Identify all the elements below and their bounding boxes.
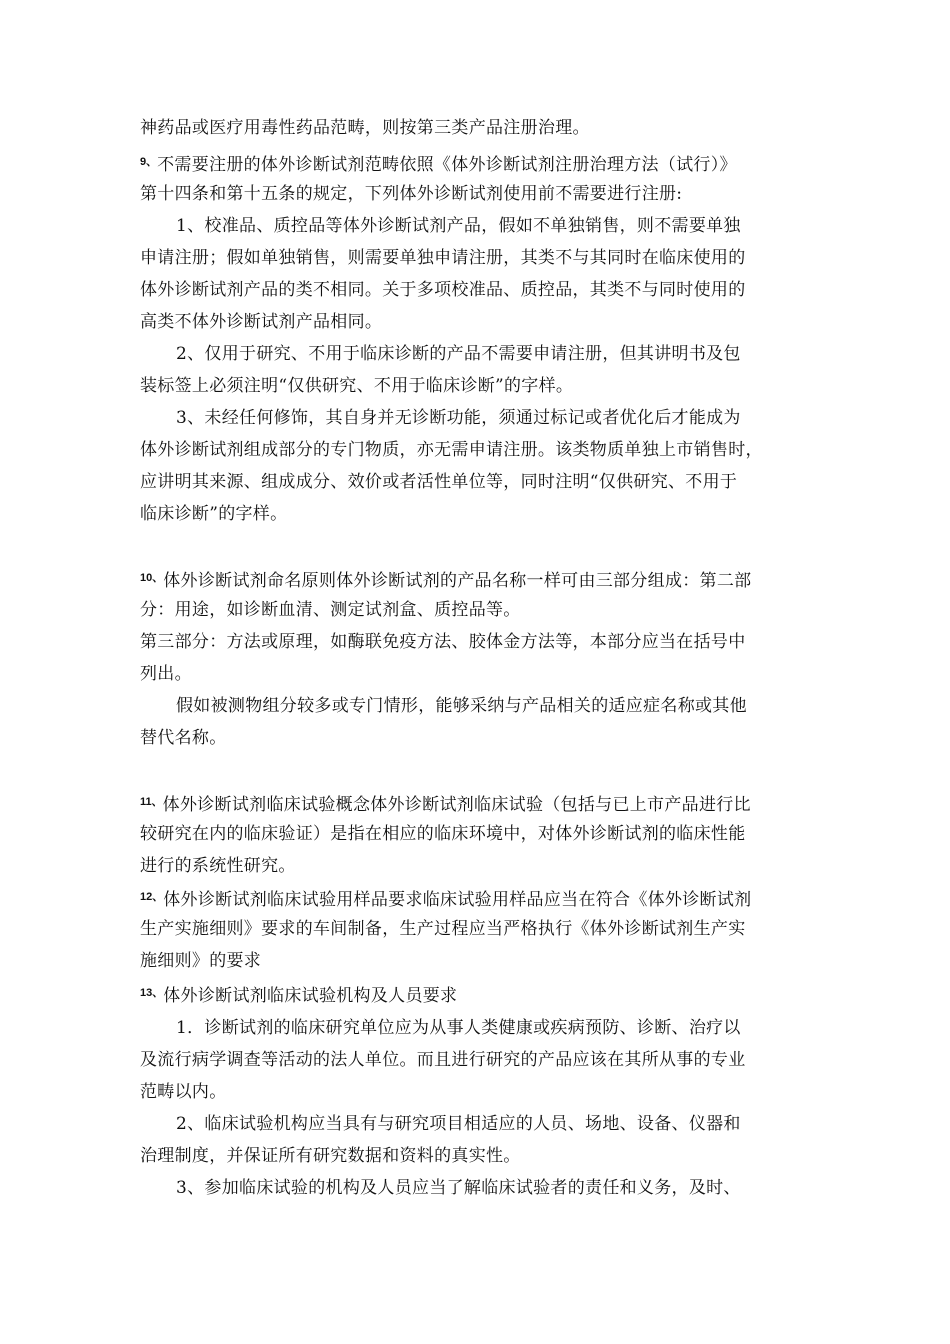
text-line: 替代名称。 xyxy=(140,728,227,748)
text-line: 施细则》的要求 xyxy=(140,951,262,971)
text-line: 3、参加临床试验的机构及人员应当了解临床试验者的责任和义务，及时、 xyxy=(176,1178,741,1198)
text-line: 申请注册；假如单独销售，则需要单独申请注册，其类不与其同时在临床使用的 xyxy=(140,248,746,268)
text-line: 1、校准品、质控品等体外诊断试剂产品，假如不单独销售，则不需要单独 xyxy=(176,216,741,236)
item-number: 10、 xyxy=(140,572,164,584)
numbered-item-10 xyxy=(140,567,751,592)
item-number: 11、 xyxy=(140,796,163,808)
text-line: 体外诊断试剂临床试验用样品要求临床试验用样品应当在符合《体外诊断试剂 xyxy=(163,890,752,910)
text-line: 临床诊断”的字样。 xyxy=(140,504,288,524)
text-line: 应讲明其来源、组成成分、效价或者活性单位等，同时注明“仅供研究、不用于 xyxy=(140,472,738,492)
text-line: 装标签上必须注明“仅供研究、不用于临床诊断”的字样。 xyxy=(140,376,574,396)
text-line: 体外诊断试剂产品的类不相同。关于多项校准品、质控品，其类不与同时使用的 xyxy=(140,280,746,300)
numbered-item-12 xyxy=(140,886,751,911)
text-line: 第三部分：方法或原理，如酶联免疫方法、胶体金方法等，本部分应当在括号中 xyxy=(140,632,746,652)
item-number: 9、 xyxy=(140,156,158,168)
text-line: 2、临床试验机构应当具有与研究项目相适应的人员、场地、设备、仪器和 xyxy=(176,1114,741,1134)
numbered-item-11 xyxy=(140,791,751,816)
item-number: 12、 xyxy=(140,891,164,903)
text-line: 分：用途，如诊断血清、测定试剂盒、质控品等。 xyxy=(140,600,521,620)
text-line: 第十四条和第十五条的规定，下列体外诊断试剂使用前不需要进行注册: xyxy=(140,184,683,204)
text-line: 及流行病学调查等活动的法人单位。而且进行研究的产品应该在其所从事的专业 xyxy=(140,1050,746,1070)
text-line: 1．诊断试剂的临床研究单位应为从事人类健康或疾病预防、诊断、治疗以 xyxy=(176,1018,741,1038)
text-line: 神药品或医疗用毒性药品范畴，则按第三类产品注册治理。 xyxy=(140,118,590,138)
text-line: 范畴以内。 xyxy=(140,1082,227,1102)
text-line: 治理制度，并保证所有研究数据和资料的真实性。 xyxy=(140,1146,521,1166)
text-line: 高类不体外诊断试剂产品相同。 xyxy=(140,312,383,332)
text-line: 假如被测物组分较多或专门情形，能够采纳与产品相关的适应症名称或其他 xyxy=(176,696,747,716)
text-line: 较研究在内的临床验证）是指在相应的临床环境中，对体外诊断试剂的临床性能 xyxy=(140,824,746,844)
text-line: 体外诊断试剂临床试验概念体外诊断试剂临床试验（包括与已上市产品进行比 xyxy=(162,795,751,815)
text-line: 2、仅用于研究、不用于临床诊断的产品不需要申请注册，但其讲明书及包 xyxy=(176,344,741,364)
text-line: 体外诊断试剂临床试验机构及人员要求 xyxy=(163,986,458,1006)
text-line: 生产实施细则》要求的车间制备，生产过程应当严格执行《体外诊断试剂生产实 xyxy=(140,919,746,939)
text-line: 列出。 xyxy=(140,664,192,684)
text-line: 3、未经任何修饰，其自身并无诊断功能，须通过标记或者优化后才能成为 xyxy=(176,408,741,428)
item-number: 13、 xyxy=(140,987,164,999)
text-line: 进行的系统性研究。 xyxy=(140,856,296,876)
text-line: 不需要注册的体外诊断试剂范畴依照《体外诊断试剂注册治理方法（试行）》 xyxy=(157,155,737,175)
numbered-item-13 xyxy=(140,982,457,1007)
text-line: 体外诊断试剂组成部分的专门物质，亦无需申请注册。该类物质单独上市销售时， xyxy=(140,440,763,460)
text-line: 体外诊断试剂命名原则体外诊断试剂的产品名称一样可由三部分组成：第二部 xyxy=(163,571,752,591)
numbered-item-9 xyxy=(140,151,737,176)
